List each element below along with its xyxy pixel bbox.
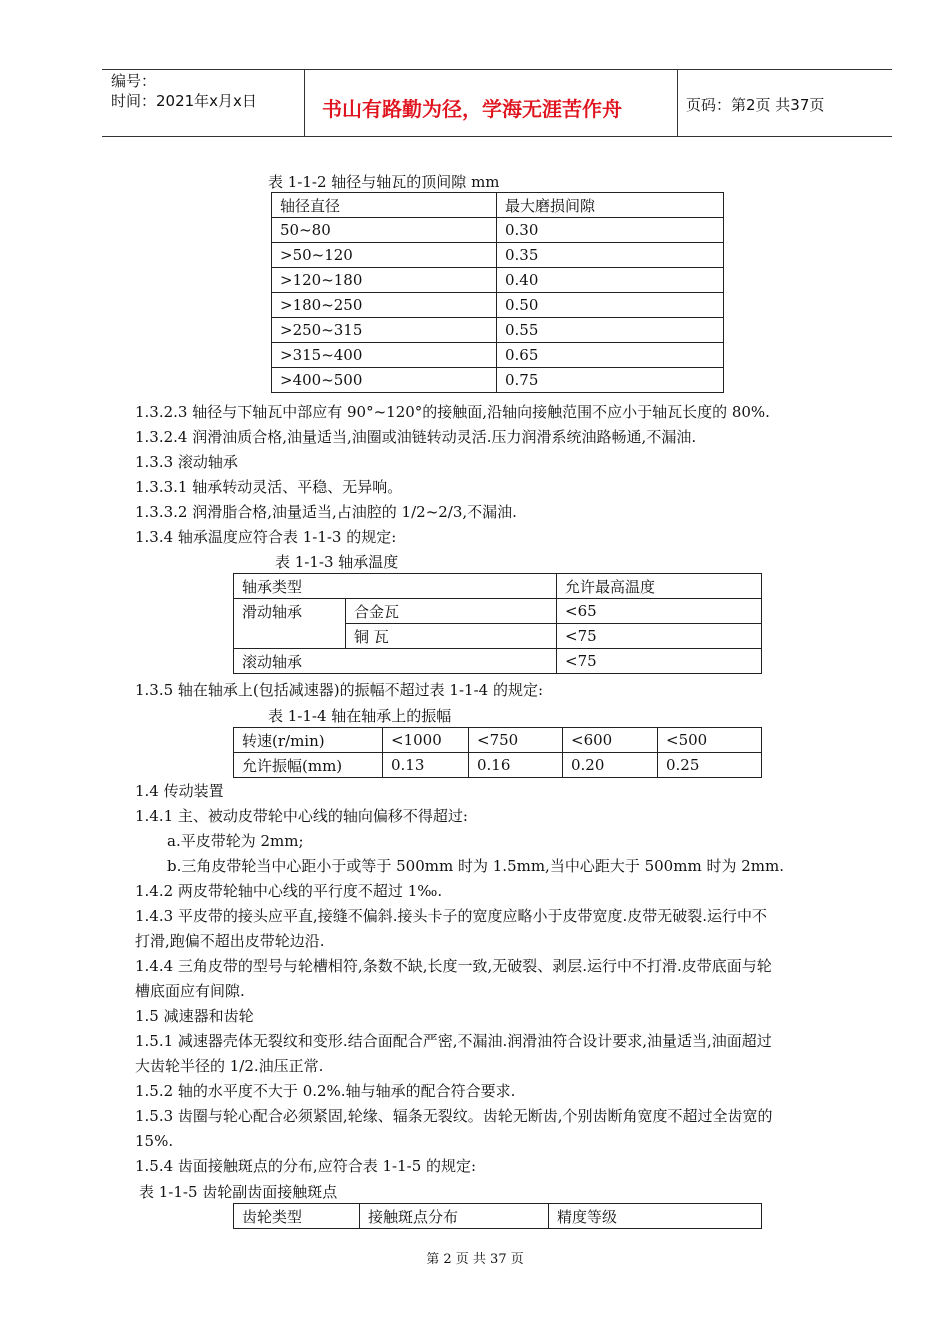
table-112 [271, 192, 724, 393]
header-page-info: 页码：第2页 共37页 [686, 96, 825, 114]
table-row [272, 368, 724, 393]
table-cell: >400~500 [272, 368, 497, 393]
header-top-rule [102, 69, 892, 70]
para-1-4-1-b: b.三角皮带轮当中心距小于或等于 500mm 时为 1.5mm,当中心距大于 500mm 时为 2mm. [167, 857, 784, 875]
table-cell: >180~250 [272, 293, 497, 318]
table-cell: <600 [563, 728, 658, 753]
para-1-4-1: 1.4.1 主、被动皮带轮中心线的轴向偏移不得超过: [135, 807, 468, 825]
table-114-caption: 表 1-1-4 轴在轴承上的振幅 [268, 707, 452, 725]
table-cell: >50~120 [272, 243, 497, 268]
table-header-cell: 轴承类型 [234, 574, 557, 599]
para-1-3-4: 1.3.4 轴承温度应符合表 1-1-3 的规定: [135, 528, 397, 546]
table-cell: 0.65 [497, 343, 724, 368]
table-header-cell: 接触斑点分布 [360, 1204, 549, 1229]
table-row [272, 243, 724, 268]
table-cell: 0.25 [658, 753, 762, 778]
table-row [272, 218, 724, 243]
table-row [272, 193, 724, 218]
header-number-label: 编号： [111, 72, 157, 90]
table-cell: 0.75 [497, 368, 724, 393]
table-row [234, 649, 762, 674]
table-row [272, 268, 724, 293]
table-row [272, 318, 724, 343]
para-1-4-3-line2: 打滑,跑偏不超出皮带轮边沿. [135, 932, 325, 950]
header-divider-left [304, 70, 305, 136]
table-cell: 滑动轴承 [234, 599, 346, 649]
table-cell: 0.35 [497, 243, 724, 268]
table-cell: 合金瓦 [346, 599, 557, 624]
header-divider-right [677, 70, 678, 136]
para-1-4-4-line1: 1.4.4 三角皮带的型号与轮槽相符,条数不缺,长度一致,无破裂、剥层.运行中不打滑.皮带底面与轮 [135, 957, 772, 975]
table-115 [233, 1203, 762, 1229]
para-1-5-3-line1: 1.5.3 齿圈与轮心配合必须紧固,轮缘、辐条无裂纹。齿轮无断齿,个别齿断角宽度不超过全齿宽的 [135, 1107, 773, 1125]
table-header-cell: 允许最高温度 [557, 574, 762, 599]
para-1-5-4: 1.5.4 齿面接触斑点的分布,应符合表 1-1-5 的规定: [135, 1157, 477, 1175]
header-time-label: 时间：2021年x月x日 [111, 92, 257, 110]
table-cell: <65 [557, 599, 762, 624]
para-1-3-3: 1.3.3 滚动轴承 [135, 453, 238, 471]
table-cell: >250~315 [272, 318, 497, 343]
para-1-5: 1.5 减速器和齿轮 [135, 1007, 254, 1025]
table-header-cell: 轴径直径 [272, 193, 497, 218]
table-113 [233, 573, 762, 674]
para-1-5-1-line1: 1.5.1 减速器壳体无裂纹和变形.结合面配合严密,不漏油.润滑油符合设计要求,油量适当,油面超过 [135, 1032, 772, 1050]
header-motto: 书山有路勤为径，学海无涯苦作舟 [322, 97, 622, 121]
table-cell: 0.50 [497, 293, 724, 318]
table-row [234, 1204, 762, 1229]
table-cell: <1000 [383, 728, 469, 753]
table-cell: <750 [469, 728, 563, 753]
table-cell: 允许振幅(mm) [234, 753, 383, 778]
table-114 [233, 727, 762, 778]
table-cell: 0.13 [383, 753, 469, 778]
para-1-4-1-a: a.平皮带轮为 2mm; [167, 832, 304, 850]
table-cell: 50~80 [272, 218, 497, 243]
table-115-caption: 表 1-1-5 齿轮副齿面接触斑点 [139, 1183, 338, 1201]
para-1-5-3-line2: 15%. [135, 1132, 174, 1150]
table-cell: 铜 瓦 [346, 624, 557, 649]
table-cell: 0.16 [469, 753, 563, 778]
para-1-4-2: 1.4.2 两皮带轮轴中心线的平行度不超过 1‰. [135, 882, 443, 900]
table-row [272, 343, 724, 368]
para-1-3-2-3: 1.3.2.3 轴径与下轴瓦中部应有 90°~120°的接触面,沿轴向接触范围不应小于轴瓦长度的 80%. [135, 403, 770, 421]
page-footer: 第 2 页 共 37 页 [426, 1252, 524, 1267]
table-header-cell: 齿轮类型 [234, 1204, 360, 1229]
table-cell: 0.30 [497, 218, 724, 243]
table-cell: 0.40 [497, 268, 724, 293]
table-cell: >120~180 [272, 268, 497, 293]
table-cell: 滚动轴承 [234, 649, 557, 674]
para-1-3-5: 1.3.5 轴在轴承上(包括减速器)的振幅不超过表 1-1-4 的规定: [135, 681, 543, 699]
table-cell: <75 [557, 624, 762, 649]
para-1-3-3-1: 1.3.3.1 轴承转动灵活、平稳、无异响。 [135, 478, 403, 496]
table-row [234, 574, 762, 599]
table-cell: <500 [658, 728, 762, 753]
para-1-5-2: 1.5.2 轴的水平度不大于 0.2%.轴与轴承的配合符合要求. [135, 1082, 516, 1100]
table-113-caption: 表 1-1-3 轴承温度 [275, 553, 399, 571]
table-112-caption: 表 1-1-2 轴径与轴瓦的顶间隙 mm [268, 173, 500, 191]
para-1-3-2-4: 1.3.2.4 润滑油质合格,油量适当,油圈或油链转动灵活.压力润滑系统油路畅通,不漏油. [135, 428, 697, 446]
para-1-5-1-line2: 大齿轮半径的 1/2.油压正常. [135, 1057, 324, 1075]
table-cell: 0.20 [563, 753, 658, 778]
table-cell: 转速(r/min) [234, 728, 383, 753]
table-cell: <75 [557, 649, 762, 674]
table-cell: 0.55 [497, 318, 724, 343]
header-bottom-rule [102, 136, 892, 137]
table-header-cell: 精度等级 [549, 1204, 762, 1229]
table-row [234, 599, 762, 624]
para-1-4-4-line2: 槽底面应有间隙. [135, 982, 245, 1000]
para-1-4-3-line1: 1.4.3 平皮带的接头应平直,接缝不偏斜.接头卡子的宽度应略小于皮带宽度.皮带无破裂.运行中不 [135, 907, 768, 925]
table-row [272, 293, 724, 318]
table-row [234, 728, 762, 753]
para-1-3-3-2: 1.3.3.2 润滑脂合格,油量适当,占油腔的 1/2~2/3,不漏油. [135, 503, 517, 521]
para-1-4: 1.4 传动装置 [135, 782, 224, 800]
table-header-cell: 最大磨损间隙 [497, 193, 724, 218]
table-cell: >315~400 [272, 343, 497, 368]
table-row [234, 753, 762, 778]
